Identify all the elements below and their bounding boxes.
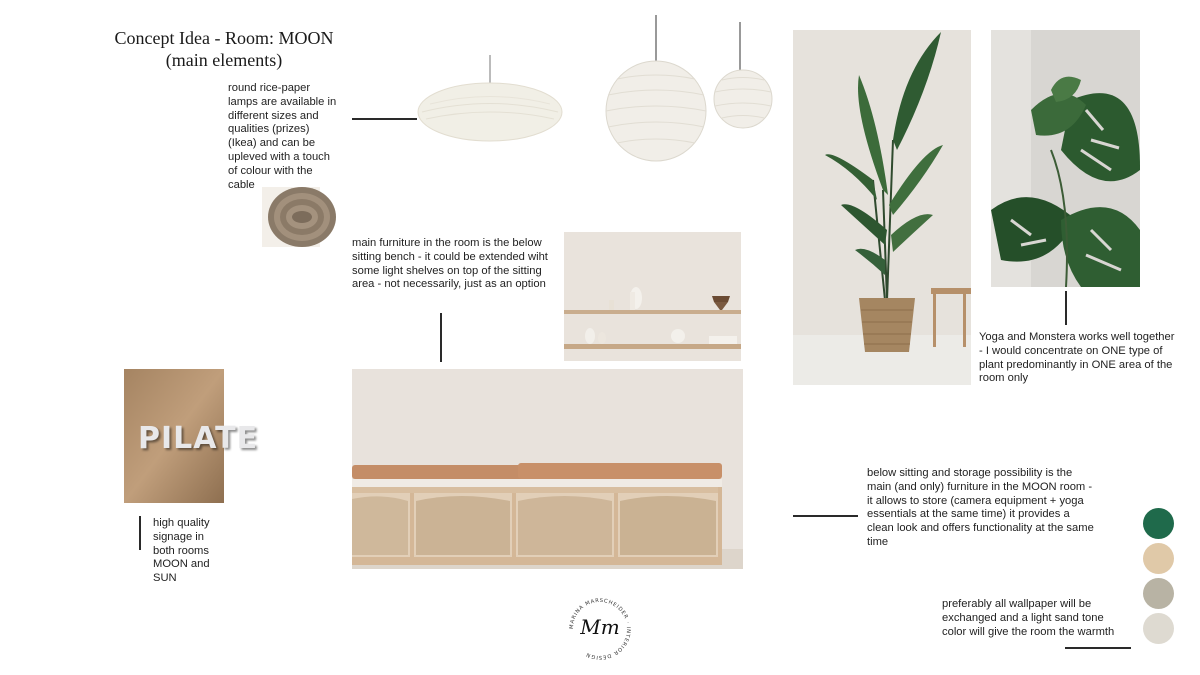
shelves-image — [564, 232, 741, 361]
signage-connector-line — [139, 516, 141, 550]
oval-lantern-image — [416, 55, 564, 145]
bench-image — [352, 369, 743, 569]
page-title — [100, 27, 348, 71]
plants-note: Yoga and Monstera works well together - I would concentrate on ONE type of plant predominantly in ONE area of the room only — [979, 331, 1175, 385]
swatch-light-wood — [1143, 543, 1174, 574]
signage-note: high quality signage in both rooms MOON and SUN — [153, 517, 210, 585]
large-sphere-lantern-image — [603, 15, 709, 163]
title-line-2: (main elements) — [165, 50, 283, 70]
signage-text: PILATE — [138, 421, 259, 456]
swatch-warm-grey — [1143, 578, 1174, 609]
title-line-1: Concept Idea - Room: MOON — [114, 28, 334, 48]
swatch-green — [1143, 508, 1174, 539]
wallpaper-note: preferably all wallpaper will be exchanged and a light sand tone color will give the room the warmth — [942, 598, 1115, 638]
cable-coil-image — [262, 187, 320, 247]
lamps-connector-line — [352, 118, 417, 120]
swatch-light-sand — [1143, 613, 1174, 644]
banana-plant-image — [793, 30, 971, 385]
plants-connector-line — [1065, 291, 1067, 325]
signage-image — [124, 369, 259, 503]
logo-ring-text: MARINA MARSCHEIDER · INTERIOR DESIGN — [568, 597, 632, 661]
designer-logo — [566, 595, 634, 663]
monstera-plant-image — [991, 30, 1140, 287]
furniture-connector-line — [440, 313, 442, 362]
furniture-note: main furniture in the room is the below sitting bench - it could be extended wiht some light shelves on top of the sitting area - not necessarily, just as an option — [352, 237, 548, 291]
logo-monogram: Mm — [580, 615, 620, 639]
small-sphere-lantern-image — [712, 22, 774, 130]
bench-connector-line — [793, 515, 858, 517]
lamps-note: round rice-paper lamps are available in different sizes and qualities (prizes) (Ikea) and can be upleved with a touch of colour with the cable — [228, 82, 337, 191]
wallpaper-connector-line — [1065, 647, 1131, 649]
bench-note: below sitting and storage possibility is the main (and only) furniture in the MOON room - it allows to store (camera equipment + yoga essentials at the same time) it provides a clean look and offers functionality at the same time — [867, 467, 1094, 548]
